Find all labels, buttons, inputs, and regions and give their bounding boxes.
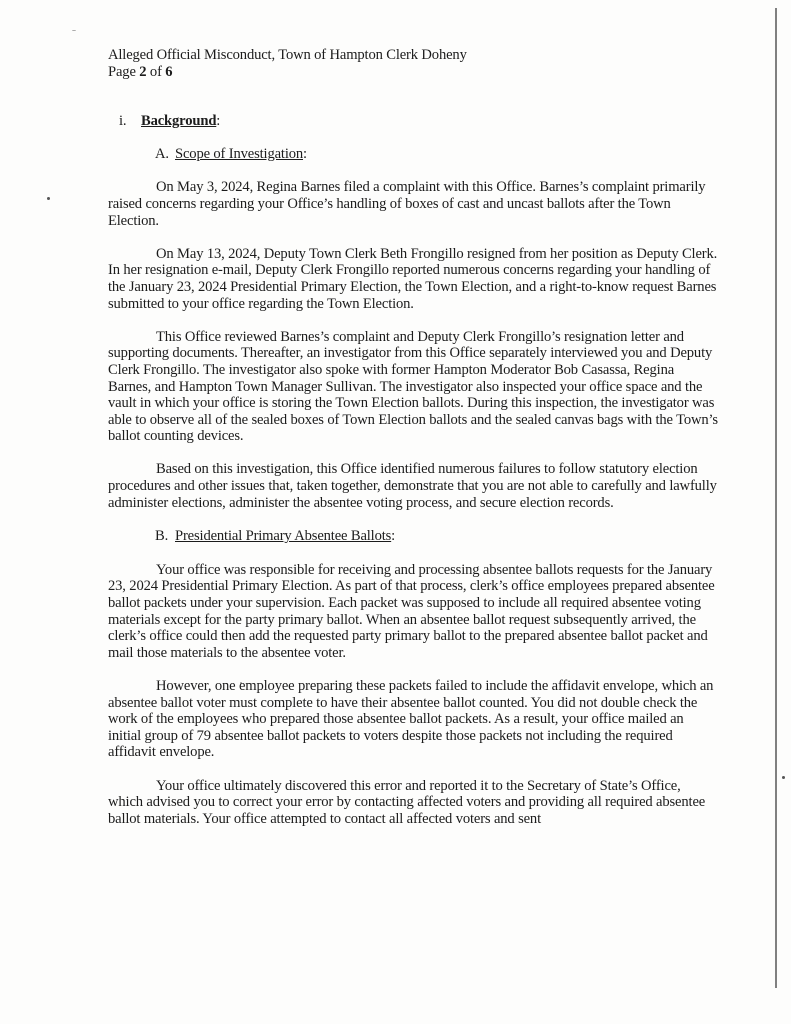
subsection-heading-scope	[155, 146, 718, 163]
subsection-title: Presidential Primary Absentee Ballots	[175, 528, 392, 545]
subsection-heading-absentee	[155, 528, 718, 545]
section-suffix: :	[216, 113, 221, 130]
subsection-number: A.	[155, 145, 169, 162]
paragraph-investigation: This Office reviewed Barnes’s complaint and Deputy Clerk Frongillo’s resignation letter and supporting documents. Thereafter, an investigator from this Office separately interviewed you and Deputy Clerk Frongillo. The investigator also spoke with former Hampton Moderator Bob Casassa, Regina Barnes, and Hampton Town Manager Sullivan. The investigator also inspected your office space and the vault in which your office is storing the Town Election ballots. During this inspection, the investigator was able to observe all of the sealed boxes of Town Election ballots and the sealed canvas bags with the Town’s ballot counting devices.	[108, 328, 718, 445]
page-total: 6	[165, 63, 173, 80]
paragraph-findings: Based on this investigation, this Office identified numerous failures to follow statutory election procedures and other issues that, taken together, demonstrate that you are not able to carefully and lawfully administer elections, administer the absentee voting process, and secure election records.	[108, 461, 717, 511]
section-number: i.	[119, 113, 127, 130]
subsection-suffix: :	[391, 528, 396, 545]
page-current: 2	[139, 63, 147, 80]
page-indicator	[108, 64, 718, 81]
document-header-title: Alleged Official Misconduct, Town of Hampton Clerk Doheny	[108, 47, 467, 63]
section-title: Background	[141, 113, 217, 130]
scan-edge-line	[775, 8, 777, 988]
paragraph-error-discovered: Your office ultimately discovered this error and reported it to the Secretary of State’s Office, which advised you to correct your error by contacting affected voters and providing all required absentee ballot materials. Your office attempted to contact all affected voters and sent	[108, 777, 706, 827]
paragraph-complaint: On May 3, 2024, Regina Barnes filed a complaint with this Office. Barnes’s complaint primarily raised concerns regarding your Office’s handling of boxes of cast and uncast ballots after the Town Election.	[108, 179, 706, 229]
paragraph-resignation: On May 13, 2024, Deputy Town Clerk Beth Frongillo resigned from her position as Deputy Clerk. In her resignation e-mail, Deputy Clerk Frongillo reported numerous concerns regarding your handling of the January 23, 2024 Presidential Primary Election, the Town Election, and a right-to-know request Barnes submitted to your office regarding the Town Election.	[108, 245, 718, 312]
document-body	[108, 47, 718, 827]
scan-speck	[72, 30, 76, 31]
page-of: of	[146, 63, 166, 80]
page-prefix: Page	[108, 63, 140, 80]
scan-speck	[47, 197, 50, 200]
subsection-number: B.	[155, 528, 169, 545]
scan-speck	[782, 776, 785, 779]
subsection-title: Scope of Investigation	[175, 145, 304, 162]
subsection-suffix: :	[303, 145, 307, 162]
section-heading-background	[119, 113, 718, 130]
paragraph-missing-affidavit: However, one employee preparing these packets failed to include the affidavit envelope, which an absentee ballot voter must complete to have their absentee ballot counted. You did not double check the work of the employees who prepared those absentee ballot packets. As a result, your office mailed an initial group of 79 absentee ballot packets to voters despite those packets not including the required affidavit envelope.	[108, 678, 714, 761]
paragraph-absentee-process: Your office was responsible for receiving and processing absentee ballots requests for the January 23, 2024 Presidential Primary Election. As part of that process, clerk’s office employees prepared absentee ballot packets under your supervision. Each packet was supposed to include all required absentee voting materials except for the party primary ballot. When an absentee ballot request subsequently arrived, the clerk’s office could then add the requested party primary ballot to the prepared absentee ballot packet and mail those materials to the absentee voter.	[108, 561, 715, 661]
